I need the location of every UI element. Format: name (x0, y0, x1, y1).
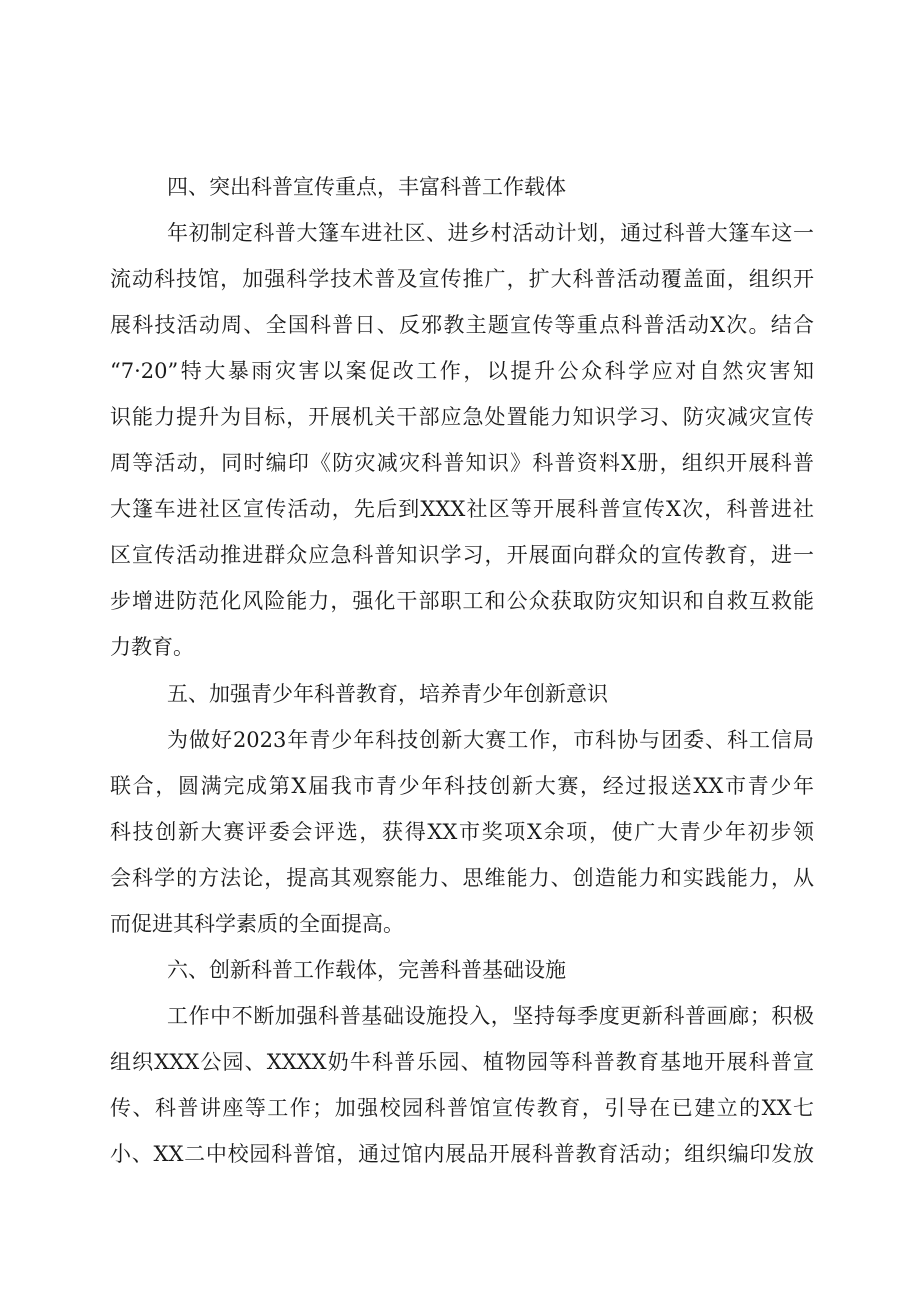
paragraph-line: 而促进其科学素质的全面提高。 (110, 912, 404, 936)
section-heading-4: 四、突出科普宣传重点，丰富科普工作载体 (167, 175, 566, 199)
paragraph-line: 组织XXX公园、XXXX奶牛科普乐园、植物园等科普教育基地开展科普宣 (110, 1050, 814, 1074)
paragraph-line: 流动科技馆，加强科学技术普及宣传推广，扩大科普活动覆盖面，组织开 (110, 267, 814, 291)
paragraph-line: 识能力提升为目标，开展机关干部应急处置能力知识学习、防灾减灾宣传 (110, 405, 814, 429)
paragraph-line: 小、XX二中校园科普馆，通过馆内展品开展科普教育活动；组织编印发放 (110, 1142, 814, 1166)
paragraph-line: 会科学的方法论，提高其观察能力、思维能力、创造能力和实践能力，从 (110, 866, 814, 890)
paragraph-line: 周等活动，同时编印《防灾减灾科普知识》科普资料X册，组织开展科普 (110, 451, 814, 475)
paragraph-line: 传、科普讲座等工作；加强校园科普馆宣传教育，引导在已建立的XX七 (110, 1096, 814, 1120)
paragraph-line: “7·20”特大暴雨灾害以案促改工作，以提升公众科学应对自然灾害知 (110, 359, 814, 383)
paragraph-line: 年初制定科普大篷车进社区、进乡村活动计划，通过科普大篷车这一 (167, 221, 814, 245)
paragraph-line: 步增进防范化风险能力，强化干部职工和公众获取防灾知识和自救互救能 (110, 589, 814, 613)
paragraph-line: 大篷车进社区宣传活动，先后到XXX社区等开展科普宣传X次，科普进社 (110, 497, 814, 521)
section-heading-5: 五、加强青少年科普教育，培养青少年创新意识 (167, 682, 608, 706)
paragraph-line: 工作中不断加强科普基础设施投入，坚持每季度更新科普画廊；积极 (167, 1004, 814, 1028)
paragraph-line: 联合，圆满完成第X届我市青少年科技创新大赛，经过报送XX市青少年 (110, 774, 814, 798)
paragraph-line: 展科技活动周、全国科普日、反邪教主题宣传等重点科普活动X次。结合 (110, 313, 814, 337)
paragraph-line: 区宣传活动推进群众应急科普知识学习，开展面向群众的宣传教育，进一 (110, 543, 814, 567)
section-heading-6: 六、创新科普工作载体，完善科普基础设施 (167, 958, 566, 982)
paragraph-line: 科技创新大赛评委会评选，获得XX市奖项X余项，使广大青少年初步领 (110, 820, 814, 844)
paragraph-line: 力教育。 (110, 635, 194, 659)
paragraph-line: 为做好2023年青少年科技创新大赛工作，市科协与团委、科工信局 (167, 728, 814, 752)
